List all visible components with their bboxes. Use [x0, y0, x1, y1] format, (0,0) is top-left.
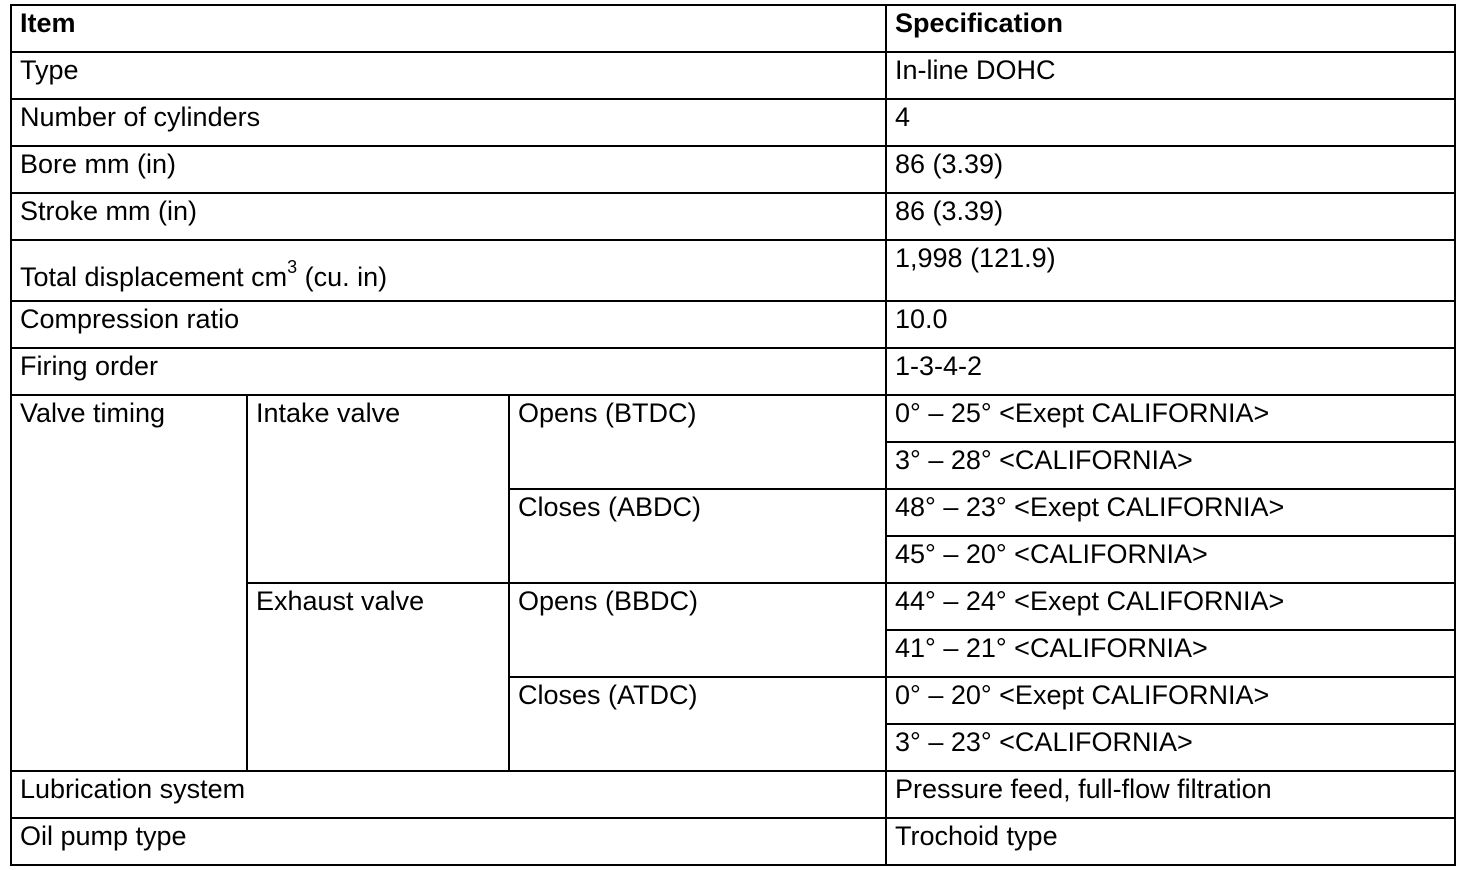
- item-cell: Stroke mm (in): [11, 193, 886, 240]
- item-cell: Firing order: [11, 348, 886, 395]
- spec-cell: 10.0: [886, 301, 1455, 348]
- engine-spec-table: [10, 4, 1456, 866]
- specification-column-header: Specification: [886, 5, 1455, 52]
- table-header-row: [11, 5, 1455, 52]
- spec-cell: 86 (3.39): [886, 146, 1455, 193]
- intake-opens-label: Opens (BTDC): [509, 395, 886, 489]
- item-cell: [11, 240, 886, 301]
- displacement-label: Total displacement cm: [20, 262, 288, 292]
- spec-cell: 48° – 23° <Exept CALIFORNIA>: [886, 489, 1455, 536]
- spec-cell: 45° – 20° <CALIFORNIA>: [886, 536, 1455, 583]
- spec-cell: Trochoid type: [886, 818, 1455, 865]
- table-row-type: [11, 52, 1455, 99]
- displacement-superscript: 3: [287, 257, 298, 277]
- spec-cell: 3° – 28° <CALIFORNIA>: [886, 442, 1455, 489]
- spec-cell: 0° – 20° <Exept CALIFORNIA>: [886, 677, 1455, 724]
- item-column-header: Item: [11, 5, 886, 52]
- spec-cell: 41° – 21° <CALIFORNIA>: [886, 630, 1455, 677]
- item-cell: Bore mm (in): [11, 146, 886, 193]
- spec-cell: In-line DOHC: [886, 52, 1455, 99]
- exhaust-opens-label: Opens (BBDC): [509, 583, 886, 677]
- intake-valve-label: Intake valve: [247, 395, 509, 583]
- valve-timing-label: Valve timing: [11, 395, 247, 771]
- spec-cell: 1,998 (121.9): [886, 240, 1455, 301]
- exhaust-valve-label: Exhaust valve: [247, 583, 509, 771]
- table-row-lubrication: [11, 771, 1455, 818]
- spec-cell: Pressure feed, full-flow filtration: [886, 771, 1455, 818]
- displacement-unit: (cu. in): [297, 262, 388, 292]
- item-cell: Compression ratio: [11, 301, 886, 348]
- table-row-stroke: [11, 193, 1455, 240]
- exhaust-closes-label: Closes (ATDC): [509, 677, 886, 771]
- table-row-bore: [11, 146, 1455, 193]
- table-row-cylinders: [11, 99, 1455, 146]
- item-cell: Oil pump type: [11, 818, 886, 865]
- item-cell: Lubrication system: [11, 771, 886, 818]
- spec-cell: 44° – 24° <Exept CALIFORNIA>: [886, 583, 1455, 630]
- table-row-valve-timing: [11, 395, 1455, 442]
- table-row-firing-order: [11, 348, 1455, 395]
- spec-cell: 3° – 23° <CALIFORNIA>: [886, 724, 1455, 771]
- intake-closes-label: Closes (ABDC): [509, 489, 886, 583]
- table-row-oil-pump: [11, 818, 1455, 865]
- item-cell: Number of cylinders: [11, 99, 886, 146]
- spec-cell: 86 (3.39): [886, 193, 1455, 240]
- table-row-displacement: [11, 240, 1455, 301]
- spec-cell: 0° – 25° <Exept CALIFORNIA>: [886, 395, 1455, 442]
- spec-cell: 4: [886, 99, 1455, 146]
- spec-cell: 1-3-4-2: [886, 348, 1455, 395]
- item-cell: Type: [11, 52, 886, 99]
- table-row-compression: [11, 301, 1455, 348]
